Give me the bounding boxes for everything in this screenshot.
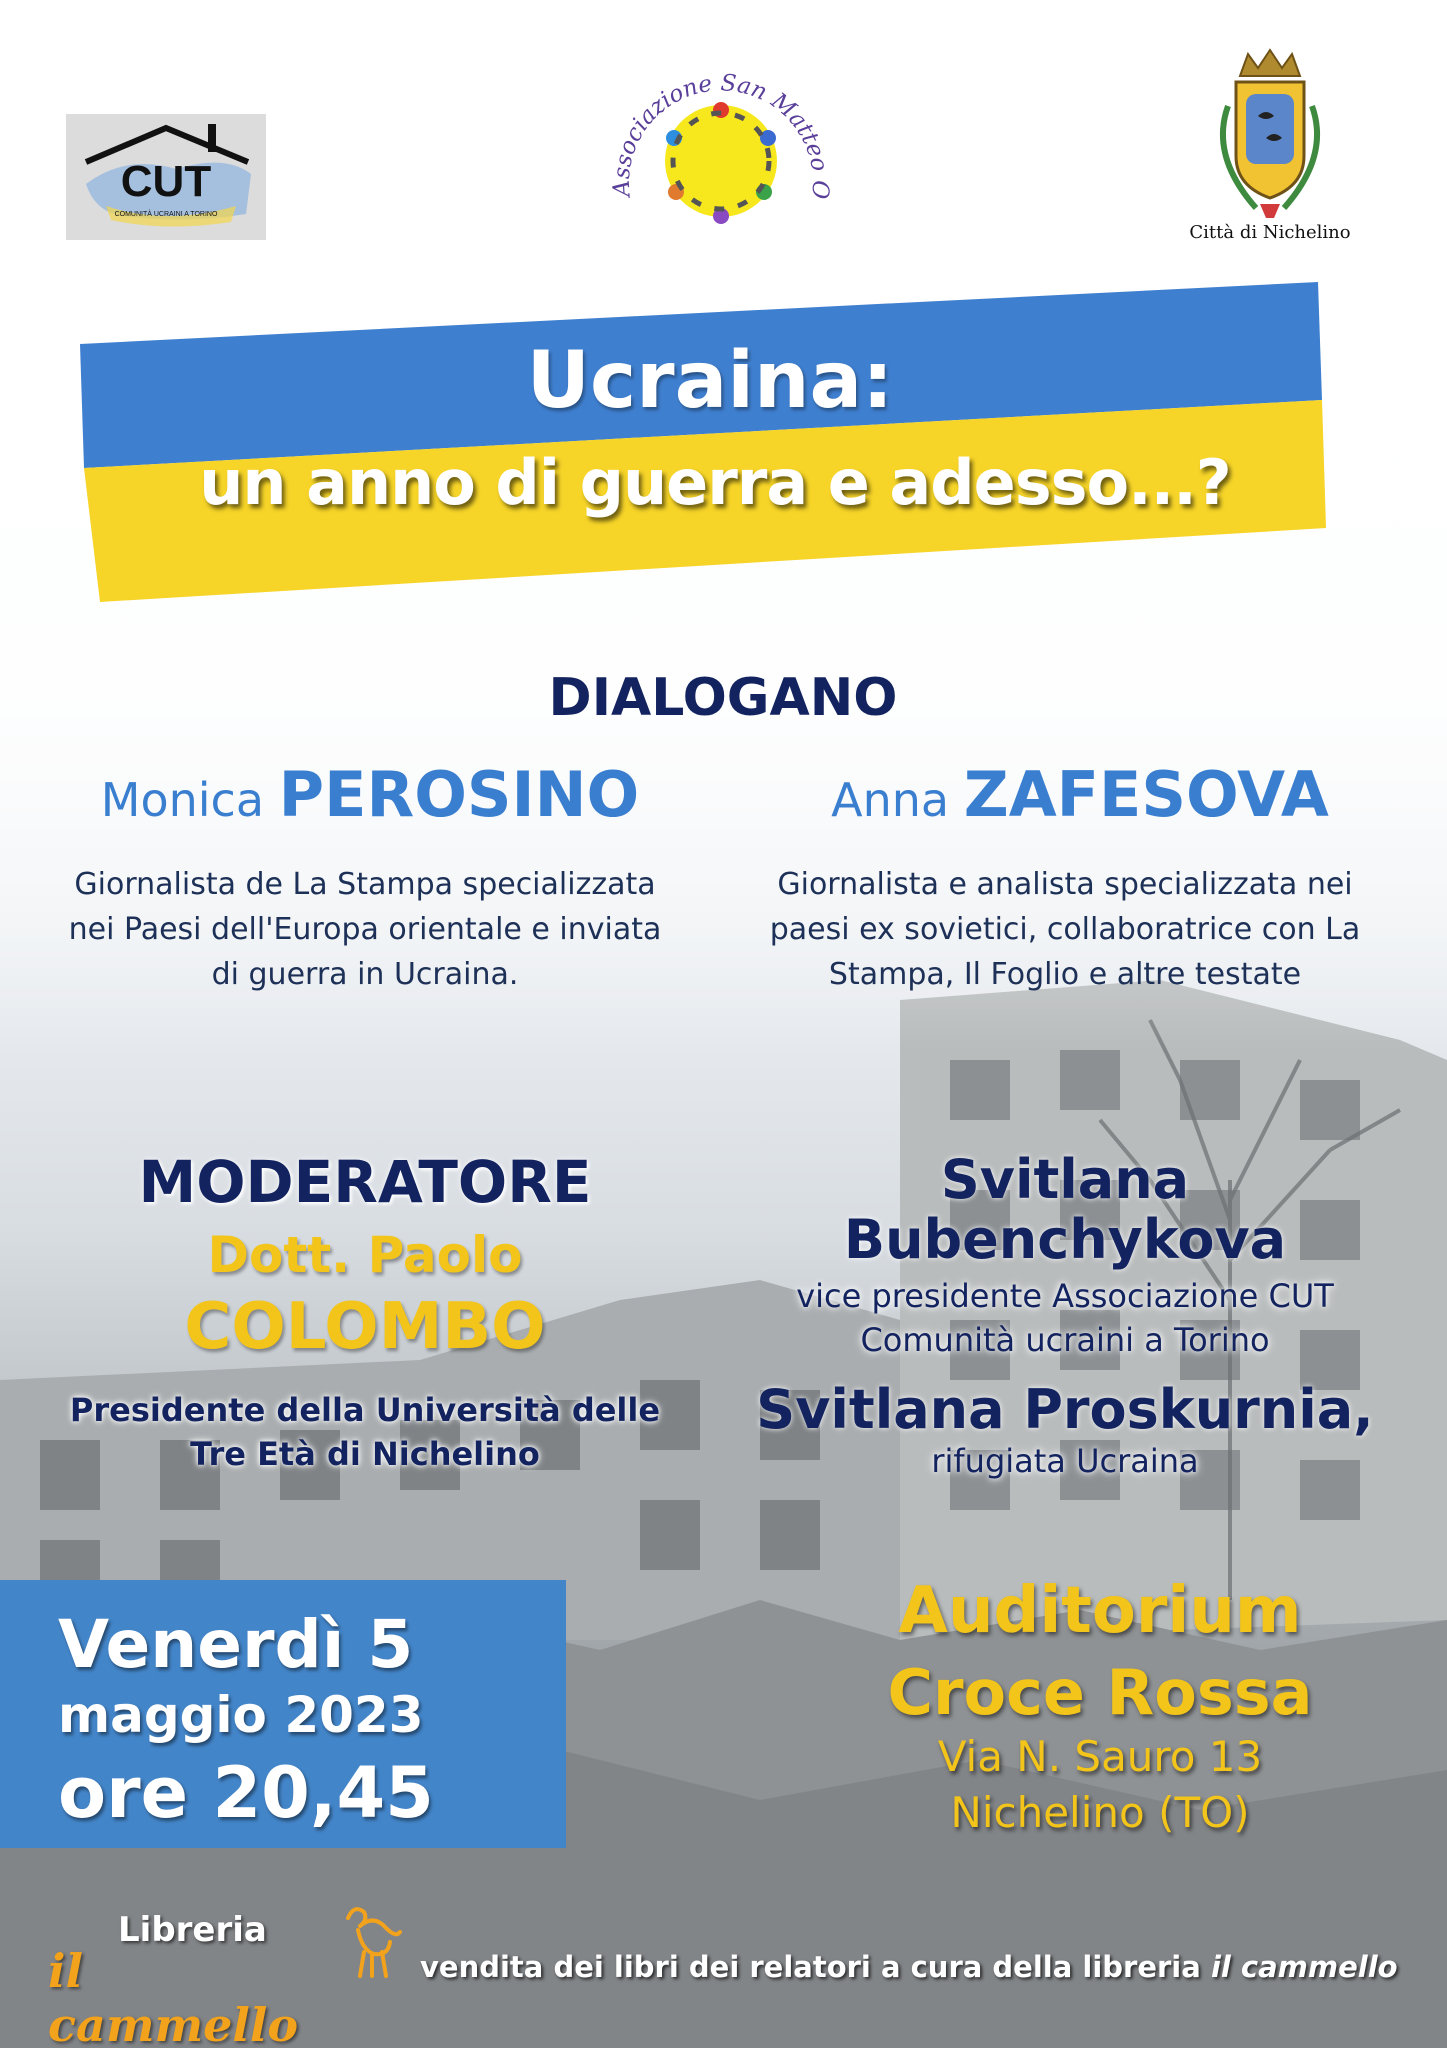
speaker-1-first-name: Monica — [100, 773, 265, 827]
moderator-name-line-2: COLOMBO — [184, 1290, 546, 1364]
moderator-name-line-1: Dott. Paolo — [207, 1226, 523, 1284]
speaker-2-description: Giornalista e analista specializzata nei paesi ex sovietici, collaboratrice con La Stampa, Il Foglio e altre testate — [769, 867, 1361, 992]
speaker-1-last-name: PEROSINO — [278, 758, 640, 831]
moderator-label: MODERATORE — [138, 1148, 592, 1216]
san-matteo-logo — [600, 46, 840, 256]
ukraine-flag-banner — [80, 282, 1326, 602]
speaker-2-first-name: Anna — [831, 773, 950, 827]
footer-text-prefix: vendita dei libri dei relatori a cura della libreria — [420, 1950, 1201, 1984]
speaker-1-name — [40, 758, 700, 831]
venue-city: Nichelino (TO) — [950, 1788, 1250, 1837]
event-time: ore 20,45 — [58, 1752, 434, 1834]
event-date-day: Venerdì 5 — [58, 1606, 414, 1683]
guest-2-role: rifugiata Ucraina — [931, 1442, 1199, 1480]
title-line-2: un anno di guerra e adesso...? — [199, 446, 1231, 519]
libreria-logo-word: Libreria — [118, 1910, 267, 1950]
venue-name-line-1: Auditorium — [898, 1574, 1302, 1648]
event-date-month-year: maggio 2023 — [58, 1686, 424, 1744]
guest-1-role: vice presidente Associazione CUT Comunità ucraini a Torino — [796, 1277, 1334, 1359]
cut-house-icon — [66, 114, 266, 240]
speaker-2-last-name: ZAFESOVA — [963, 758, 1329, 831]
children-circle-icon — [600, 46, 840, 256]
title-line-1: Ucraina: — [526, 336, 894, 426]
moderator-role: Presidente della Università delle Tre Età di Nichelino — [69, 1391, 661, 1473]
svg-text:CUT: CUT — [120, 157, 212, 206]
cut-logo — [66, 114, 266, 240]
venue-name-line-2: Croce Rossa — [887, 1656, 1313, 1729]
camel-icon — [330, 1894, 410, 1984]
guest-1-last-name: Bubenchykova — [843, 1208, 1287, 1271]
speaker-1-description: Giornalista de La Stampa specializzata nei Paesi dell'Europa orientale e inviata di guerra in Ucraina. — [68, 867, 662, 992]
guest-2-name: Svitlana Proskurnia, — [756, 1378, 1374, 1441]
nichelino-label: Città di Nichelino — [1189, 222, 1351, 243]
svg-text:Associazione San Matteo Onlus: Associazione San Matteo O — [608, 70, 834, 201]
section-label-dialogano: DIALOGANO — [548, 668, 898, 728]
svg-text:COMUNITÀ UCRAINI A TORINO: COMUNITÀ UCRAINI A TORINO — [114, 211, 218, 218]
cammello-logo-word: il cammello — [48, 1944, 299, 2048]
speaker-2-name — [760, 758, 1400, 831]
guest-1-first-name: Svitlana — [940, 1148, 1190, 1211]
footer-text-brand: il cammello — [1210, 1950, 1398, 1984]
footer-text — [420, 1950, 1440, 1984]
coat-of-arms-icon — [1170, 46, 1370, 226]
venue-address: Via N. Sauro 13 — [937, 1732, 1263, 1781]
